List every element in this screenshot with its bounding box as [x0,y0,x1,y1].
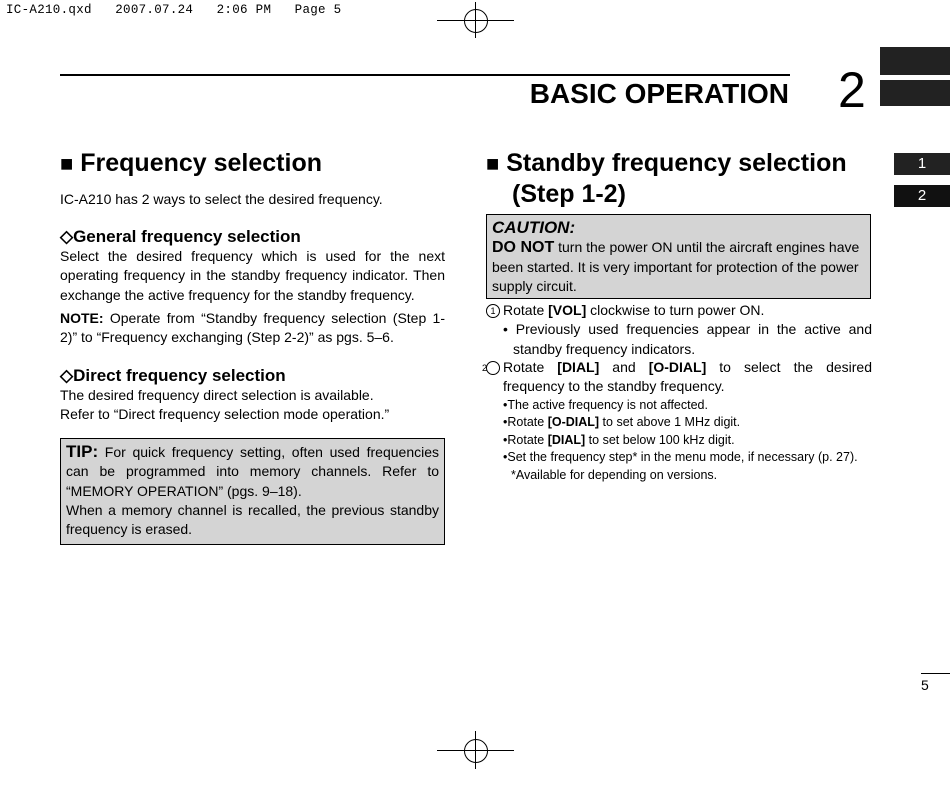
caution-text: DO NOT turn the power ON until the aircraft engines have been started. It is very important for protection of the power supply circuit. [492,239,860,294]
page-number: 5 [921,677,929,693]
step-1: 1 Rotate [VOL] clockwise to turn power ON. • Previously used frequencies appear in the active and standby frequency indicators. [486,301,872,359]
step-2-footnote: *Available for depending on versions. [511,467,718,482]
tip-text-2: When a memory channel is recalled, the previous standby frequency is erased. [66,501,439,538]
step-number-1: 1 [486,304,500,318]
step-2-bullet-2: •Rotate [O-DIAL] to set above 1 MHz digit. [503,415,741,430]
step-2-bullet-1: •The active frequency is not affected. [503,397,708,412]
header-rule [60,74,790,76]
step-number-2: 2 [486,361,500,375]
direct-line-2: Refer to “Direct frequency selection mode operation.” [60,406,390,423]
diamond-marker-icon: ◇ [60,227,74,246]
general-text: Select the desired frequency which is used for the next operating frequency in the standby frequency indicator. Then exchange the active frequency for the standby frequency. [60,248,445,303]
square-marker-icon: ■ [60,151,74,176]
step-2: 2 Rotate [DIAL] and [O-DIAL] to select the desired frequency to the standby frequency. •The active frequency is not affected. •Rotate [O-DIAL] to set above 1 MHz digit. •Rotate [DIAL] to set below 100 kHz digit. •Set the frequency step* in the menu mode, if necessary (p. 27). *Available for depending on versions. [486,358,872,484]
chapter-number: 2 [838,62,866,118]
left-column [60,148,445,179]
chapter-title: BASIC OPERATION [529,78,789,109]
general-heading: ◇General frequency selection [60,227,301,246]
caution-label: CAUTION: [492,218,576,237]
tip-text: TIP: For quick frequency setting, often used frequencies can be programmed into memory channels. Refer to “MEMORY OPERATION” (pgs. 9–18). [66,442,439,499]
side-block-top [880,47,950,75]
step-2-bullet-3: •Rotate [DIAL] to set below 100 kHz digit. [503,432,735,447]
step-2-bullet-4: •Set the frequency step* in the menu mode, if necessary (p. 27). [503,450,858,465]
caution-box [486,214,871,299]
print-slug: IC-A210.qxd 2007.07.24 2:06 PM Page 5 [6,3,342,17]
frequency-selection-heading: ■ Frequency selection [60,149,322,177]
diamond-marker-icon: ◇ [60,366,74,385]
direct-heading: ◇Direct frequency selection [60,366,286,385]
tip-box [60,438,445,545]
direct-line-1: The desired frequency direct selection is available. [60,387,374,403]
section-tab-2: 2 [894,185,950,207]
page-number-rule [921,673,950,674]
general-section [60,226,445,347]
square-marker-icon: ■ [486,151,500,176]
direct-section [60,365,445,425]
general-note: NOTE: Operate from “Standby frequency selection (Step 1-2)” to “Frequency exchanging (Step 2-2)” as pgs. 5–6. [60,309,445,346]
intro-text: IC-A210 has 2 ways to select the desired frequency. [60,191,383,207]
step-1-bullet: • Previously used frequencies appear in the active and standby frequency indicators. [503,321,872,357]
side-block-bottom [880,80,950,106]
section-tab-1: 1 [894,153,950,175]
standby-heading: ■ Standby frequency selection (Step 1-2) [486,149,847,208]
